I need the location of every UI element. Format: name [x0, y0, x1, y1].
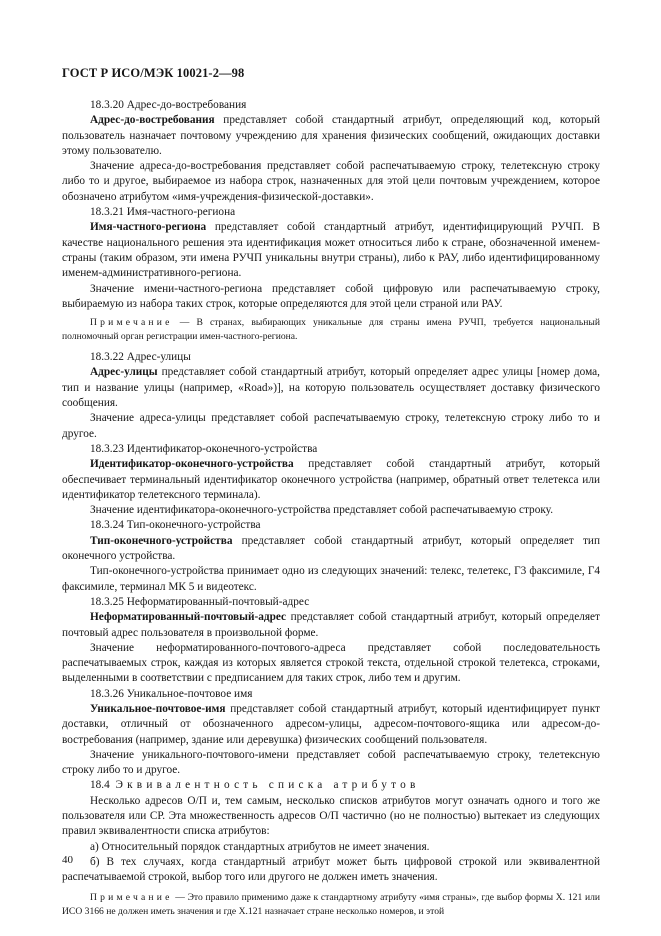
paragraph-text: представляет собой стандартный атрибут, определяющий код, который пользователь назначает почтовому учреждению для хранения физических сообщений, ожидающих доставки этому пользователю. — [62, 114, 600, 157]
term: Тип-оконечного-устройства — [90, 534, 233, 547]
paragraph-text: представляет собой стандартный атрибут, который определяет тип оконечного устройства. — [62, 534, 600, 563]
note — [62, 316, 600, 344]
section-heading-18-3-25: 18.3.25 Неформатированный-почтовый-адрес — [90, 595, 310, 608]
paragraph-text: представляет собой стандартный атрибут, который определяет адрес улицы [номер дома, тип и название улицы (например, «Road»)], на которую пользователь осуществляет доставку физического сообщения. — [62, 366, 600, 410]
section-heading-18-3-21: 18.3.21 Имя-частного-региона — [90, 206, 236, 219]
section-heading-18-4 — [62, 778, 600, 793]
paragraph: Значение адреса-до-востребования представляет собой распечатываемую строку, телетексную строку либо то и другое, выбираемое из набора строк, назначенных для этой цели почтовым учреждением, которое обозначено атрибутом «имя-учреждения-физической-доставки». — [62, 160, 600, 203]
term: Адрес-улицы — [90, 366, 158, 379]
paragraph: Значение уникального-почтового-имени представляет собой распечатываемую строку, телетексную строку либо то и другое. — [62, 748, 600, 777]
section-title: Эквивалентность списка атрибутов — [115, 779, 420, 792]
note-label: Примечание — [90, 317, 173, 329]
paragraph: Несколько адресов О/П и, тем самым, несколько списков атрибутов могут означать одного и того же пользователя или СР. Эта множественность адресов О/П частично (но не полностью) вытекает из следующих правил эквивалентности списка атрибутов: — [62, 794, 600, 838]
section-heading-18-3-24: 18.3.24 Тип-оконечного-устройства — [90, 519, 261, 532]
paragraph: Тип-оконечного-устройства принимает одно из следующих значений: телекс, телетекс, Г3 факсимиле, Г4 факсимиле, терминал МК 5 и видеотекс. — [62, 565, 600, 593]
paragraph — [62, 365, 600, 411]
note — [62, 891, 600, 919]
term: Уникальное-почтовое-имя — [90, 702, 226, 715]
note-text: — В странах, выбирающих уникальные для страны имена РУЧП, требуется национальный полномочный орган регистрации имен-частного-региона. — [62, 317, 600, 343]
term: Идентификатор-оконечного-устройства — [90, 458, 294, 471]
paragraph — [62, 113, 600, 159]
paragraph — [62, 702, 600, 748]
paragraph — [62, 457, 600, 503]
section-heading-18-3-23: 18.3.23 Идентификатор-оконечного-устройства — [90, 442, 318, 455]
list-item-a: а) Относительный порядок стандартных атрибутов не имеет значения. — [90, 840, 430, 853]
list-item-b: б) В тех случаях, когда стандартный атрибут может быть цифровой строкой или эквивалентной распечатываемой строкой, выбор того или другого не должен иметь значения. — [62, 855, 600, 884]
paragraph — [62, 534, 600, 565]
paragraph: Значение неформатированного-почтового-адреса представляет собой последовательность распечатываемых строк, каждая из которых является строкой текста, отдельной строкой телетекса, строками, выделенными в соответствии с предписанием для таких строк, либо тем и другим. — [62, 641, 600, 685]
paragraph: Значение адреса-улицы представляет собой распечатываемую строку, телетексную строку либо то и другое. — [62, 412, 600, 440]
term: Имя-частного-региона — [90, 221, 207, 234]
term: Адрес-до-востребования — [90, 114, 215, 127]
document-header: ГОСТ Р ИСО/МЭК 10021-2—98 — [62, 66, 245, 80]
paragraph-text: представляет собой стандартный атрибут, который обеспечивает терминальный идентификатор оконечного устройства (например, обратный ответ телетекса или идентификатор телетексного терминала). — [62, 458, 600, 501]
paragraph: Значение имени-частного-региона представляет собой цифровую или распечатываемую строку, выбираемую из набора таких строк, которые определяются для этой цели страной или РАУ. — [62, 282, 600, 310]
paragraph: Значение идентификатора-оконечного-устройства представляет собой распечатываемую строку. — [90, 504, 554, 517]
paragraph-text: представляет собой стандартный атрибут, который идентифицирует пункт доставки, отличный от обозначенного адресом-улицы, адресом-почтового-ящика или адресом-до-востребования (например, здание или деревушка) физических сообщений пользователя. — [62, 702, 600, 746]
document-body — [62, 98, 600, 925]
section-heading-18-3-22: 18.3.22 Адрес-улицы — [90, 351, 191, 364]
paragraph — [62, 610, 600, 641]
term: Неформатированный-почтовый-адрес — [90, 611, 287, 624]
note-label: Примечание — [90, 891, 173, 903]
paragraph — [62, 220, 600, 281]
section-heading-18-3-20: 18.3.20 Адрес-до-востребования — [90, 99, 247, 111]
section-heading-18-3-26: 18.3.26 Уникальное-почтовое имя — [90, 687, 253, 700]
note-text: — Это правило применимо даже к стандартному атрибуту «имя страны», где выбор формы X. 121 или ИСО 3166 не должен иметь значения и где X.121 назначает стране несколько номеров, и этой — [62, 891, 600, 917]
paragraph-text: представляет собой стандартный атрибут, который определяет почтовый адрес пользователя в произвольной форме. — [62, 611, 600, 639]
section-number: 18.4 — [90, 779, 110, 792]
paragraph-text: представляет собой стандартный атрибут, идентифицирующий РУЧП. В качестве национального решения эта идентификация может относиться либо к стране, обозначенной именем-страны (таким образом, эти имена РУЧП уникальны внутри страны), либо к РАУ, либо идентифицированному именем-административного-региона. — [62, 221, 600, 280]
page-number: 40 — [62, 854, 73, 866]
